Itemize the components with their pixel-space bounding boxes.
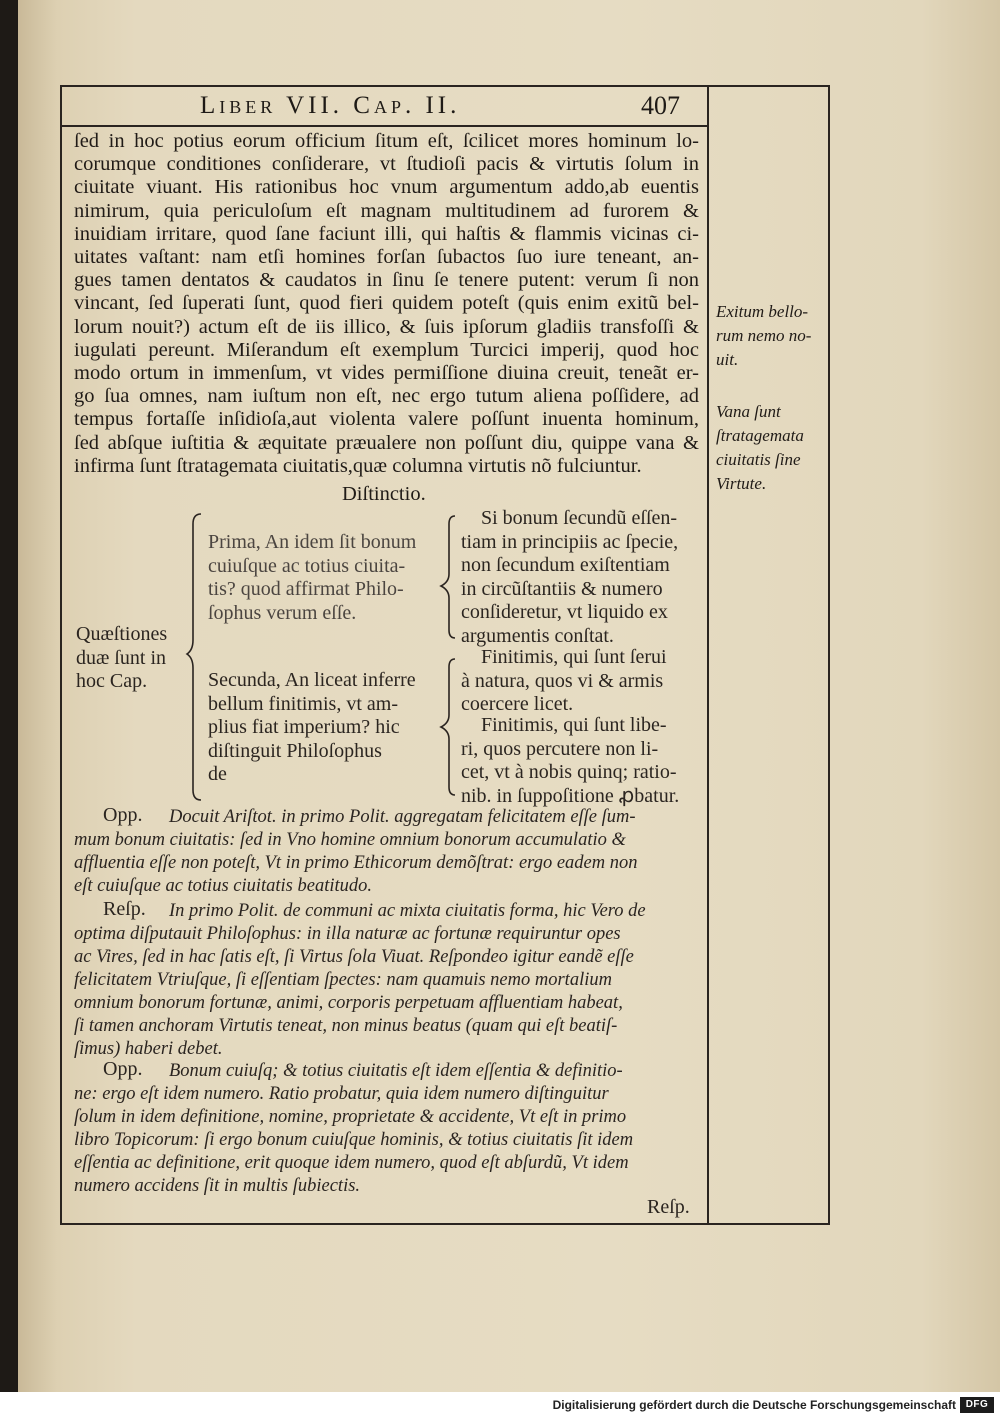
margin-rule: [707, 87, 709, 1223]
q1-brace-icon: [437, 510, 461, 645]
question-two-answer-liberi: [461, 714, 679, 808]
text-line: lorum nouit?) actum eſt de iis illico, & ſuis ipſorum gladiis transfoſſi &: [74, 315, 699, 338]
distinctio-heading: Diſtinctio.: [342, 483, 426, 505]
answer-line: à natura, quos vi & armis: [461, 669, 664, 692]
answer-line: cet, vt à nobis quinq; ratio-: [461, 761, 677, 783]
answer-line: nib. in ſuppoſitione ꝓbatur.: [461, 784, 680, 807]
text-line: tempus fortaſſe inſidioſa,aut violenta valere poſſunt inuenta hominum,: [74, 408, 699, 431]
q2-brace-path: [441, 659, 455, 795]
response-line: omnium bonorum fortunæ, animi, corporis perpetuam affluentiam habeat,: [74, 993, 623, 1013]
tree-root-line: duæ ſunt in: [76, 646, 167, 669]
question-line: ſophus verum eſſe.: [208, 601, 357, 624]
objection-line: eſſentia ac definitione, erit quoque idem numero, quod eſt abſurdũ, Vt idem: [74, 1153, 629, 1173]
question-line: de: [208, 763, 227, 785]
answer-line: argumentis conſtat.: [461, 624, 614, 647]
question-line: Secunda, An liceat inferre: [208, 669, 416, 691]
response-one: [74, 900, 646, 1061]
question-line: bellum finitimis, vt am-: [208, 692, 398, 715]
text-line: uitates vaſtant: nam etſi homines forſan ſubactos ſuo iure teneant, an-: [74, 246, 699, 269]
question-line: diſtinguit Philoſophus: [208, 739, 382, 762]
question-line: Prima, An idem ſit bonum: [208, 531, 417, 553]
text-line: inuidiam irritare, quod ſane faciunt illi, qui haſtis & flammis vicinas ci-: [74, 222, 699, 245]
response-line: In primo Polit. de communi ac mixta ciuitatis forma, hic Vero de: [169, 901, 646, 921]
margin-note-line: rum nemo no-: [716, 326, 812, 345]
text-line: ciuitate viuant. His rationibus hoc vnum argumentum addo,ab euentis: [74, 176, 699, 199]
funding-credit: Digitalisierung gefördert durch die Deutsche Forschungsgemeinschaft: [552, 1398, 956, 1412]
objection-line: ne: ergo eſt idem numero. Ratio probatur, quia idem numero diſtinguitur: [74, 1084, 609, 1104]
root-brace-path: [187, 514, 201, 800]
answer-line: Finitimis, qui ſunt ſerui: [481, 646, 667, 668]
tree-root-line: Quæſtiones: [76, 623, 168, 645]
text-line: ſed abſque iuſtitia & æquitate præualere non poſſunt diu, quippe vana &: [74, 431, 699, 454]
response-line: ac Vires, ſed in hac ſatis eſt, ſi Virtus ſola Viuat. Reſpondeo igitur eandẽ eſſe: [74, 947, 634, 967]
question-two-answer-serui: [461, 646, 667, 717]
q2-brace-icon: [437, 653, 461, 803]
footer-bar: [0, 1392, 1000, 1419]
objection-line: libro Topicorum: ſi ergo bonum cuiuſque hominis, & totius ciuitatis ſit idem: [74, 1130, 634, 1150]
answer-line: ri, quos percutere non li-: [461, 737, 659, 760]
text-line: modo ortum in immenſum, vt vides permiſſione diuina creuit, teneãt er-: [74, 362, 699, 385]
response-line: ſi tamen anchoram Virtutis teneat, non minus beatus (quam qui eſt beatiſ-: [74, 1016, 618, 1036]
page-number: 407: [641, 91, 680, 120]
margin-note-line: ſtratagemata: [716, 426, 804, 445]
answer-line: in circũſtantiis & numero: [461, 577, 663, 600]
q1-brace-path: [441, 516, 455, 638]
tree-root-line: hoc Cap.: [76, 670, 148, 692]
answer-line: Si bonum ſecundũ eſſen-: [481, 507, 678, 529]
resp-label: Reſp.: [103, 898, 146, 920]
objection-line: mum bonum ciuitatis: ſed in Vno homine omnium bonorum accumulatio &: [74, 830, 626, 850]
objection-line: affluentia eſſe non poteſt, Vt in primo Ethicorum demõſtrat: ergo eadem non: [74, 853, 638, 873]
answer-line: tiam in principiis ac ſpecie,: [461, 530, 679, 553]
margin-note-exitum: [716, 300, 831, 372]
margin-note-line: Vana ſunt: [716, 402, 781, 421]
objection-line: numero accidens ſit in multis ſubiectis.: [74, 1176, 361, 1196]
objection-one: [74, 806, 637, 898]
opp-label: Opp.: [103, 804, 143, 826]
answer-line: coercere licet.: [461, 693, 574, 715]
main-text: [74, 130, 699, 478]
dfg-logo: DFG: [960, 1397, 994, 1413]
text-line: vincant, ſed ſuperati ſunt, quod fieri quidem poteſt (quis enim exitũ bel-: [74, 292, 699, 315]
answer-line: Finitimis, qui ſunt libe-: [481, 714, 667, 736]
opp-label-two: Opp.: [103, 1058, 143, 1080]
text-line: corumque conditiones conſiderare, vt ſtudioſi pacis & virtutis ſolum in: [74, 153, 699, 176]
text-line: nimirum, quia periculoſum eſt magnam multitudinem ad furorem &: [74, 199, 699, 222]
answer-line: conſideretur, vt liquido ex: [461, 601, 668, 623]
text-line: go ſua omnes, nam iuſtum non eſt, nec ergo tutum aliena poſſidere, ad: [74, 385, 699, 408]
margin-note-line: Virtute.: [716, 474, 767, 493]
margin-note-line: ciuitatis ſine: [716, 450, 801, 469]
margin-note-line: uit.: [716, 350, 739, 369]
question-one-answer: [461, 507, 678, 648]
objection-line: Bonum cuiuſq; & totius ciuitatis eſt idem eſſentia & definitio-: [169, 1061, 623, 1081]
question-one: [208, 531, 416, 625]
response-line: optima diſputauit Philoſophus: in illa naturæ ac fortunæ requiruntur opes: [74, 924, 621, 944]
text-line: gues tamen dentatos & caudatos in ſinu ſe tenere putent: verum ſi non: [74, 269, 699, 292]
response-line: felicitatem Vtriuſque, ſi eſſentiam ſpectes: nam quamuis nemo mortalium: [74, 970, 612, 990]
margin-note-vana: [716, 400, 831, 496]
tree-root: [76, 623, 167, 694]
question-line: plius fiat imperium? hic: [208, 716, 400, 738]
header-rule: [60, 125, 707, 127]
objection-line: Docuit Ariſtot. in primo Polit. aggregatam felicitatem eſſe ſum-: [169, 807, 636, 827]
question-line: cuiuſque ac totius ciuita-: [208, 554, 406, 577]
root-brace-icon: [183, 508, 207, 808]
text-line: ſed in hoc potius eorum officium ſitum eſt, ſcilicet mores hominum lo-: [74, 130, 699, 152]
text-line: iugulati pereunt. Miſerandum eſt exemplum Turcici imperij, quod hoc: [74, 338, 699, 361]
objection-line: ſolum in idem definitione, nomine, proprietate & accidente, Vt eſt in primo: [74, 1107, 627, 1127]
text-line: infirma ſunt ſtratagemata ciuitatis,quæ columna virtutis nõ fulciuntur.: [74, 454, 642, 477]
running-title: Liber VII. Cap. II.: [200, 92, 461, 119]
objection-line: eſt cuiuſque ac totius ciuitatis beatitudo.: [74, 876, 373, 896]
question-line: tis? quod affirmat Philo-: [208, 578, 404, 600]
answer-line: non ſecundum exiſtentiam: [461, 554, 670, 576]
response-line: ſimus) haberi debet.: [74, 1039, 223, 1059]
margin-note-line: Exitum bello-: [716, 302, 809, 321]
objection-two: [74, 1060, 633, 1198]
catchword: Reſp.: [647, 1196, 690, 1218]
question-two: [208, 669, 416, 787]
